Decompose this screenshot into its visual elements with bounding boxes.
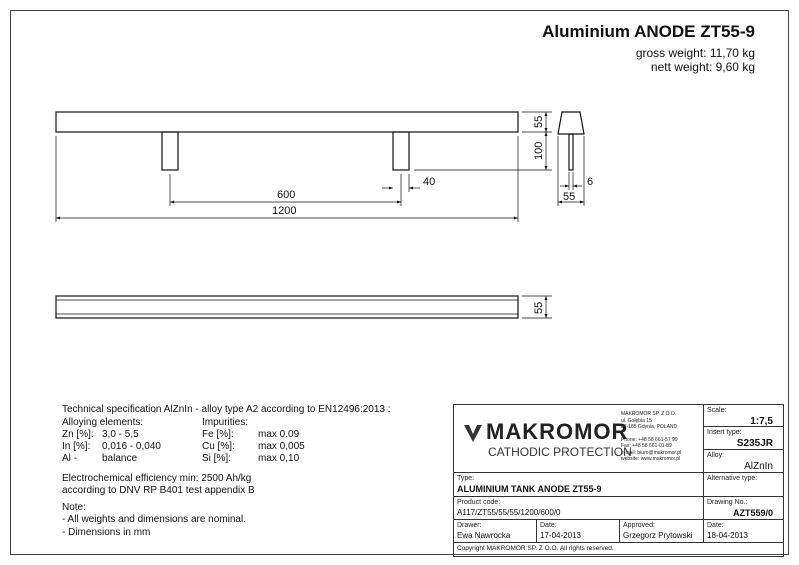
alloy-value: AlZnIn [744,461,773,472]
drawer-value: Ewa Nawrocka [457,531,511,540]
impurities-label: Impurities: [202,416,249,428]
dim-100: 100 [533,141,545,160]
insert-right [393,132,409,170]
title-block [453,404,784,557]
type-value: ALUMINIUM TANK ANODE ZT55-9 [457,484,602,494]
scale-value: 1:7,5 [750,416,773,427]
note-title: Note: [62,501,86,513]
gross-weight: gross weight: 11,70 kg [635,46,755,60]
company-logo: MAKROMOR [486,419,629,444]
dim-600: 600 [277,189,296,201]
dim-40: 40 [423,176,436,188]
dim-55-bottom: 55 [533,301,545,314]
nett-weight: nett weight: 9,60 kg [650,60,755,74]
according: according to DNV RP B401 test appendix B [62,485,255,496]
alloying-label: Alloying elements: [62,416,144,428]
spec-heading: Technical specification AlZnIn - alloy type A2 according to EN12496:2013 : [62,404,391,415]
logo-area [454,405,704,473]
alloy-row: In [%]: 0,016 - 0,040 Cu [%]: max 0,005 [62,440,305,452]
date2-value: 18-04-2013 [707,531,748,540]
drawing-no-cell: Drawing No.: AZT559/0 [704,497,783,520]
note-2: - Dimensions in mm [62,526,151,538]
company-info: MAKROMOR SP. Z O.O. ul. Gołębia 15 81-185 Gdynia, POLAND Phone: +48 58 661-57 99 Fax: +48 58 661-01-89 e-mail: biuro@makromor.pl website: www.makromor.pl [621,411,682,462]
anode-body-top [56,296,518,318]
insert-side [569,134,573,170]
alloy-row: Zn [%]: 3,0 - 5,5 Fe [%]: max 0.09 [62,428,300,440]
drawer-cell: Drawer: Ewa Nawrocka [454,520,537,543]
product-cell: Product code: A117/ZT55/55/55/1200/600/0 [454,497,704,520]
makromor-logo-icon [462,422,484,444]
date1-value: 17-04-2013 [540,531,581,540]
product-value: A117/ZT55/55/55/1200/600/0 [457,508,561,517]
dim-55-top: 55 [533,115,545,128]
alt-type-cell: Alternative type: [704,473,783,497]
approved-cell: Approved: Grzegorz Prytowski [620,520,704,543]
insert-cell: Insert type: S235JR [704,427,783,450]
anode-body-front [56,112,518,132]
technical-specification [62,404,391,539]
drawing-title: Aluminium ANODE ZT55-9 [542,22,755,41]
approved-value: Grzegorz Prytowski [623,531,693,540]
scale-cell: Scale: 1:7,5 [704,405,783,427]
logo-subtitle: CATHODIC PROTECTION [488,445,632,459]
dim-1200: 1200 [272,205,297,217]
note-1: - All weights and dimensions are nominal. [62,514,246,525]
copyright: Copyright MAKROMOR SP. Z O.O. All rights reserved. [457,545,614,552]
date1-cell: Date: 17-04-2013 [537,520,620,543]
insert-left [162,132,178,170]
dim-55-side: 55 [563,191,576,203]
dim-6: 6 [587,176,594,188]
alloy-cell: Alloy: AlZnIn [704,450,783,473]
anode-side-profile [558,112,584,134]
drawing-value: AZT559/0 [732,508,773,518]
alloy-table [62,417,305,465]
type-cell: Type: ALUMINIUM TANK ANODE ZT55-9 [454,473,704,497]
date2-cell: Date: 18-04-2013 [704,520,783,543]
efficiency: Electrochemical efficiency min: 2500 Ah/kg [62,472,252,484]
alloy-row: Al - balance Si [%]: max 0,10 [62,452,300,464]
insert-value: S235JR [736,438,773,449]
